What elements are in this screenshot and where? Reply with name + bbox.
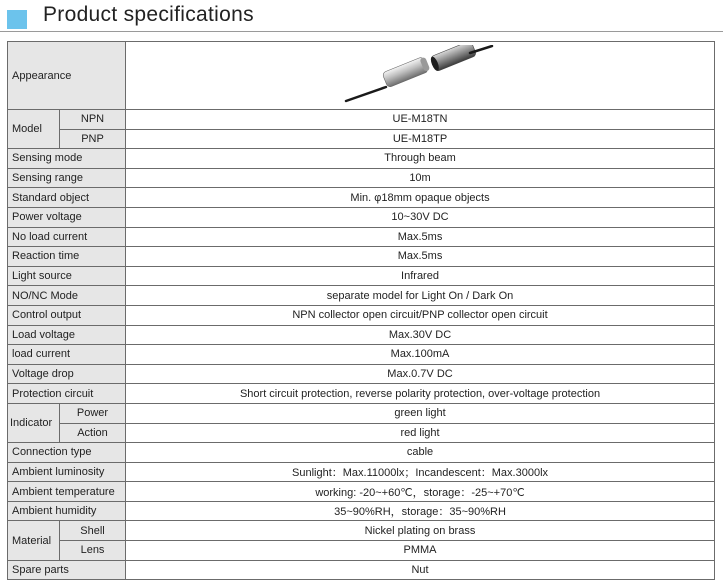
material-shell-value: Nickel plating on brass <box>126 521 715 541</box>
material-shell-label: Shell <box>60 521 126 541</box>
load-current-label: load current <box>8 345 126 365</box>
header-divider <box>0 31 723 32</box>
spec-table <box>7 41 715 580</box>
model-npn-label: NPN <box>60 110 126 130</box>
table-row <box>8 403 715 423</box>
model-npn-value: UE-M18TN <box>126 110 715 130</box>
square-bullet-icon <box>7 10 27 29</box>
connection-type-label: Connection type <box>8 443 126 463</box>
sensing-range-value: 10m <box>126 168 715 188</box>
reaction-time-label: Reaction time <box>8 247 126 267</box>
table-row <box>8 110 715 130</box>
table-row <box>8 384 715 404</box>
connection-type-value: cable <box>126 443 715 463</box>
table-row <box>8 443 715 463</box>
no-nc-mode-value: separate model for Light On / Dark On <box>126 286 715 306</box>
sensor-image <box>340 45 500 107</box>
indicator-action-label: Action <box>60 423 126 443</box>
power-voltage-value: 10~30V DC <box>126 207 715 227</box>
voltage-drop-label: Voltage drop <box>8 364 126 384</box>
load-voltage-label: Load voltage <box>8 325 126 345</box>
table-row <box>8 423 715 443</box>
load-voltage-value: Max.30V DC <box>126 325 715 345</box>
no-load-current-label: No load current <box>8 227 126 247</box>
ambient-temperature-label: Ambient temperature <box>8 482 126 502</box>
ambient-temperature-value: working: -20~+60℃，storage：-25~+70℃ <box>126 482 715 502</box>
control-output-value: NPN collector open circuit/PNP collector open circuit <box>126 305 715 325</box>
ambient-humidity-label: Ambient humidity <box>8 501 126 521</box>
table-row <box>8 207 715 227</box>
table-row <box>8 227 715 247</box>
light-source-label: Light source <box>8 266 126 286</box>
indicator-label: Indicator <box>8 403 60 442</box>
spare-parts-label: Spare parts <box>8 560 126 580</box>
table-row <box>8 266 715 286</box>
no-load-current-value: Max.5ms <box>126 227 715 247</box>
material-label: Material <box>8 521 60 560</box>
ambient-luminosity-label: Ambient luminosity <box>8 462 126 482</box>
power-voltage-label: Power voltage <box>8 207 126 227</box>
model-label: Model <box>8 110 60 149</box>
table-row <box>8 501 715 521</box>
table-row <box>8 325 715 345</box>
material-lens-value: PMMA <box>126 541 715 561</box>
table-row <box>8 286 715 306</box>
ambient-luminosity-value: Sunlight：Max.11000lx；Incandescent：Max.3000lx <box>126 462 715 482</box>
table-row <box>8 364 715 384</box>
protection-circuit-label: Protection circuit <box>8 384 126 404</box>
table-row <box>8 305 715 325</box>
sensing-range-label: Sensing range <box>8 168 126 188</box>
sensing-mode-label: Sensing mode <box>8 149 126 169</box>
table-row <box>8 188 715 208</box>
table-row <box>8 541 715 561</box>
standard-object-value: Min. φ18mm opaque objects <box>126 188 715 208</box>
model-pnp-label: PNP <box>60 129 126 149</box>
no-nc-mode-label: NO/NC Mode <box>8 286 126 306</box>
page-header <box>0 0 723 34</box>
indicator-action-value: red light <box>126 423 715 443</box>
table-row <box>8 129 715 149</box>
table-row <box>8 521 715 541</box>
sensing-mode-value: Through beam <box>126 149 715 169</box>
indicator-power-value: green light <box>126 403 715 423</box>
standard-object-label: Standard object <box>8 188 126 208</box>
voltage-drop-value: Max.0.7V DC <box>126 364 715 384</box>
table-row <box>8 462 715 482</box>
model-pnp-value: UE-M18TP <box>126 129 715 149</box>
appearance-label: Appearance <box>8 42 126 110</box>
control-output-label: Control output <box>8 305 126 325</box>
material-lens-label: Lens <box>60 541 126 561</box>
table-row <box>8 345 715 365</box>
spare-parts-value: Nut <box>126 560 715 580</box>
table-row <box>8 149 715 169</box>
table-row <box>8 42 715 110</box>
reaction-time-value: Max.5ms <box>126 247 715 267</box>
indicator-power-label: Power <box>60 403 126 423</box>
table-row <box>8 168 715 188</box>
page-title: Product specifications <box>43 3 254 26</box>
light-source-value: Infrared <box>126 266 715 286</box>
protection-circuit-value: Short circuit protection, reverse polarity protection, over-voltage protection <box>126 384 715 404</box>
load-current-value: Max.100mA <box>126 345 715 365</box>
appearance-image-cell <box>126 42 715 110</box>
ambient-humidity-value: 35~90%RH，storage：35~90%RH <box>126 501 715 521</box>
table-row <box>8 482 715 502</box>
table-row <box>8 247 715 267</box>
